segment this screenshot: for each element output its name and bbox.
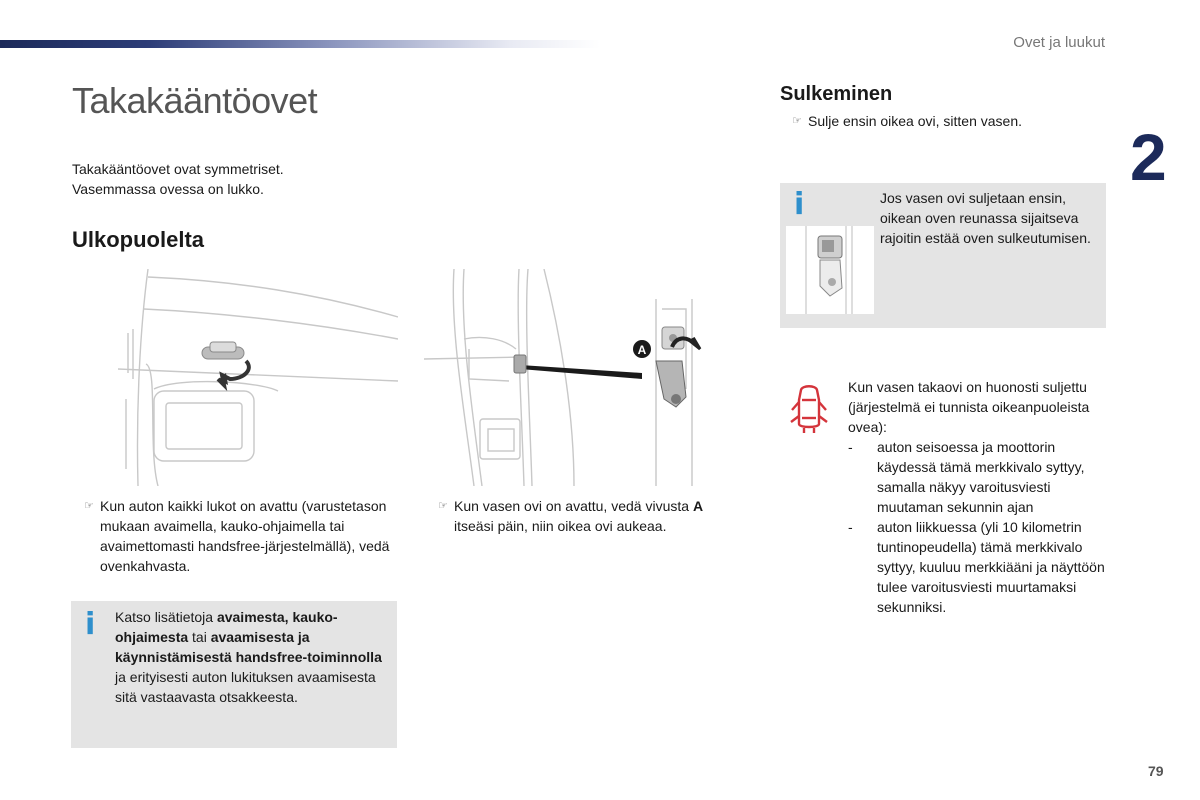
warning-item-standing: auton seisoessa ja moottorin käydessä tämä merkkivalo syttyy, samalla näkyy varoitusviesti muutaman sekunnin ajan	[877, 439, 1085, 515]
lever-a-illustration	[424, 269, 714, 486]
page-number: 79	[1148, 763, 1164, 779]
info-icon: i	[794, 187, 805, 222]
info-text-2: tai	[188, 629, 211, 645]
bullet-close-order-text: Sulje ensin oikea ovi, sitten vasen.	[808, 113, 1023, 129]
pointing-finger-icon: ☞	[438, 500, 448, 512]
bullet-lever-text-post: itseäsi päin, niin oikea ovi aukeaa.	[454, 518, 667, 534]
bullet-open-handle-text: Kun auton kaikki lukot on avattu (varustetason mukaan avaimella, kauko-ohjaimella tai avaimettomasti handsfree-järjestelmällä), vedä ovenkahvasta.	[100, 498, 390, 574]
info-bold-1: avaimesta, kauko-ohjaimesta	[115, 609, 338, 645]
warning-car-drawing	[786, 380, 832, 436]
pointing-finger-icon: ☞	[792, 115, 802, 127]
info-box-door-stop	[780, 183, 1106, 328]
bullet-open-handle	[84, 496, 390, 576]
closing-heading: Sulkeminen	[780, 83, 893, 105]
bullet-close-order	[792, 111, 1098, 131]
list-dash: -	[848, 439, 853, 455]
pointing-finger-icon: ☞	[84, 500, 94, 512]
warning-text	[848, 377, 1108, 617]
door-stop-illustration	[786, 226, 874, 314]
warning-list-item	[848, 437, 1108, 517]
list-dash: -	[848, 519, 853, 535]
info-box-keys-text	[115, 607, 391, 707]
warning-item-moving: auton liikkuessa (yli 10 kilometrin tuntinopeudella) tämä merkkivalo syttyy, kuuluu merkkiääni ja näyttöön tulee varoitusviesti muurtamaksi sekunniksi.	[877, 519, 1105, 615]
info-icon: i	[85, 607, 96, 642]
intro-text	[72, 159, 392, 199]
warning-intro: Kun vasen takaovi on huonosti suljettu (järjestelmä ei tunnista oikeanpuoleista ovea):	[848, 379, 1090, 435]
warning-list-item	[848, 517, 1108, 617]
chapter-number: 2	[1130, 120, 1167, 194]
header-gradient-bar	[0, 40, 600, 48]
outside-heading: Ulkopuolelta	[72, 227, 205, 252]
door-stop-drawing	[786, 226, 874, 314]
lever-drawing	[424, 269, 714, 486]
rear-door-handle-illustration	[118, 269, 398, 486]
info-box-door-stop-text: Jos vasen ovi suljetaan ensin, oikean oven reunassa sijaitseva rajoitin estää oven sulkeutumisen.	[880, 190, 1091, 246]
callout-a-label: A	[637, 343, 647, 357]
warning-list	[848, 437, 1108, 617]
intro-line-2: Vasemmassa ovessa on lukko.	[72, 181, 264, 197]
info-box-keys	[71, 601, 397, 748]
bullet-pull-lever	[438, 496, 744, 536]
bullet-lever-text-pre: Kun vasen ovi on avattu, vedä vivusta	[454, 498, 693, 514]
bullet-lever-text-bold: A	[692, 498, 704, 514]
section-name: Ovet ja luukut	[1013, 34, 1105, 51]
car-door-open-warning-icon	[786, 380, 832, 436]
info-text-1: Katso lisätietoja	[115, 609, 217, 625]
info-text-3: ja erityisesti auton lukituksen avaamisesta sitä vastaavasta otsakkeesta.	[115, 669, 376, 705]
door-handle-drawing	[118, 269, 398, 486]
page-title: Takakääntöovet	[72, 80, 318, 121]
intro-line-1: Takakääntöovet ovat symmetriset.	[72, 161, 284, 177]
info-bold-2: avaamisesta ja käynnistämisestä handsfree-toiminnolla	[115, 629, 382, 665]
